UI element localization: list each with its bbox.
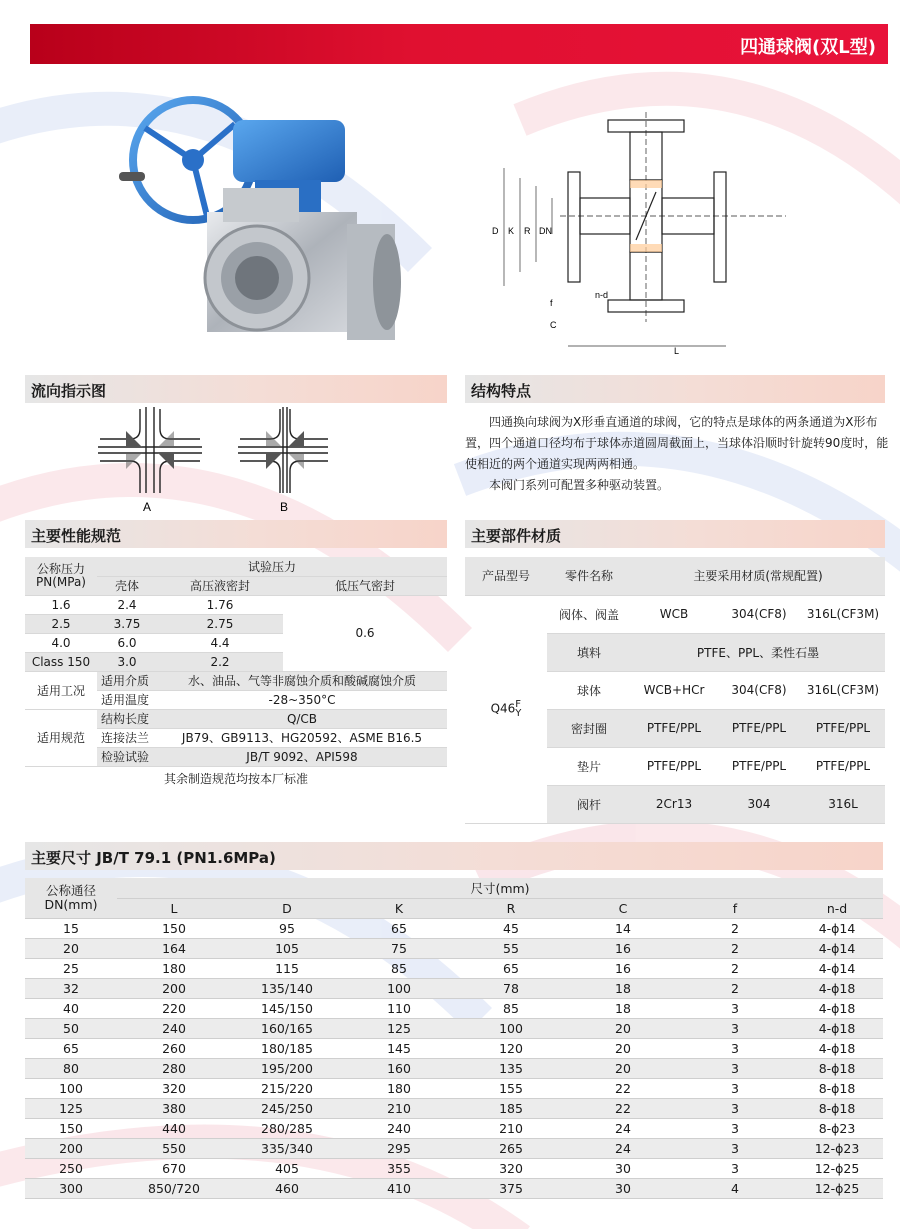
mat-cell: 316L(CF3M) bbox=[801, 671, 885, 709]
dims-col-header: f bbox=[679, 898, 791, 918]
page-title: 四通球阀(双L型) bbox=[30, 24, 888, 64]
mat-part: 密封圈 bbox=[547, 709, 631, 747]
flow-diagram bbox=[90, 405, 330, 517]
dims-dn-cell: 50 bbox=[25, 1018, 117, 1038]
perf-cond-label: 适用工况 bbox=[25, 671, 97, 709]
section-structure-head: 结构特点 bbox=[465, 375, 885, 403]
dims-cell: 30 bbox=[567, 1178, 679, 1198]
dims-cell: 65 bbox=[343, 918, 455, 938]
perf-header-nominal: 公称压力 PN(MPa) bbox=[25, 557, 97, 595]
dims-dn-cell: 80 bbox=[25, 1058, 117, 1078]
dims-cell: 8-ϕ18 bbox=[791, 1058, 883, 1078]
table-row bbox=[25, 1078, 883, 1098]
dims-dn-cell: 15 bbox=[25, 918, 117, 938]
mat-part: 阀杆 bbox=[547, 785, 631, 823]
mat-model bbox=[465, 595, 547, 823]
dims-cell: 155 bbox=[455, 1078, 567, 1098]
mat-cell: 304 bbox=[717, 785, 801, 823]
dims-cell: 100 bbox=[455, 1018, 567, 1038]
perf-cell: 3.75 bbox=[97, 614, 157, 633]
dims-cell: 280 bbox=[117, 1058, 231, 1078]
dims-cell: 12-ϕ25 bbox=[791, 1158, 883, 1178]
dims-cell: 120 bbox=[455, 1038, 567, 1058]
dims-cell: 240 bbox=[343, 1118, 455, 1138]
dims-header-dn: 公称通径 DN(mm) bbox=[25, 878, 117, 918]
dims-cell: 164 bbox=[117, 938, 231, 958]
mat-cell: WCB bbox=[631, 595, 717, 633]
dims-cell: 22 bbox=[567, 1078, 679, 1098]
dims-cell: 405 bbox=[231, 1158, 343, 1178]
table-row bbox=[25, 1138, 883, 1158]
perf-header-test: 试验压力 bbox=[97, 557, 447, 576]
mat-part: 垫片 bbox=[547, 747, 631, 785]
dims-cell: 260 bbox=[117, 1038, 231, 1058]
mat-cell: 304(CF8) bbox=[717, 595, 801, 633]
mat-cell: 2Cr13 bbox=[631, 785, 717, 823]
dims-cell: 16 bbox=[567, 958, 679, 978]
dims-dn-cell: 25 bbox=[25, 958, 117, 978]
dims-dn-cell: 20 bbox=[25, 938, 117, 958]
dims-cell: 150 bbox=[117, 918, 231, 938]
dims-cell: 8-ϕ18 bbox=[791, 1078, 883, 1098]
table-row bbox=[25, 978, 883, 998]
structure-paragraph: 本阀门系列可配置多种驱动装置。 bbox=[489, 478, 670, 492]
dims-cell: 180/185 bbox=[231, 1038, 343, 1058]
dims-cell: 185 bbox=[455, 1098, 567, 1118]
section-flow-head: 流向指示图 bbox=[25, 375, 447, 403]
perf-cell: 2.5 bbox=[25, 614, 97, 633]
dims-cell: 3 bbox=[679, 1098, 791, 1118]
dims-cell: 3 bbox=[679, 998, 791, 1018]
mat-cell: PTFE、PPL、柔性石墨 bbox=[631, 633, 885, 671]
drawing-label-dn: DN bbox=[539, 226, 552, 236]
perf-spec-label: 适用规范 bbox=[25, 709, 97, 766]
dims-cell: 78 bbox=[455, 978, 567, 998]
perf-cell: 4.0 bbox=[25, 633, 97, 652]
drawing-label-f: f bbox=[550, 298, 553, 308]
dims-cell: 55 bbox=[455, 938, 567, 958]
perf-cell: 1.76 bbox=[157, 595, 283, 614]
perf-temp-value: -28~350°C bbox=[157, 690, 447, 709]
materials-table bbox=[465, 557, 885, 824]
dims-cell: 4-ϕ18 bbox=[791, 1038, 883, 1058]
perf-test-value: JB/T 9092、API598 bbox=[157, 747, 447, 766]
table-row bbox=[25, 1098, 883, 1118]
section-dimensions-head: 主要尺寸 JB/T 79.1 (PN1.6MPa) bbox=[25, 842, 883, 870]
dims-cell: 75 bbox=[343, 938, 455, 958]
dims-cell: 4-ϕ18 bbox=[791, 1018, 883, 1038]
mat-cell: PTFE/PPL bbox=[717, 747, 801, 785]
perf-cell: 1.6 bbox=[25, 595, 97, 614]
drawing-label-nd: n-d bbox=[595, 290, 609, 300]
dims-cell: 850/720 bbox=[117, 1178, 231, 1198]
dims-cell: 180 bbox=[343, 1078, 455, 1098]
mat-header-material: 主要采用材质(常规配置) bbox=[631, 557, 885, 595]
dims-cell: 280/285 bbox=[231, 1118, 343, 1138]
dims-cell: 24 bbox=[567, 1138, 679, 1158]
dims-cell: 355 bbox=[343, 1158, 455, 1178]
dims-cell: 85 bbox=[455, 998, 567, 1018]
dims-cell: 410 bbox=[343, 1178, 455, 1198]
flow-label-b: B bbox=[280, 500, 289, 514]
dims-col-header: L bbox=[117, 898, 231, 918]
dims-cell: 3 bbox=[679, 1138, 791, 1158]
performance-table bbox=[25, 557, 447, 790]
dims-cell: 460 bbox=[231, 1178, 343, 1198]
perf-header-shell: 壳体 bbox=[97, 576, 157, 595]
dims-cell: 440 bbox=[117, 1118, 231, 1138]
dims-dn-cell: 40 bbox=[25, 998, 117, 1018]
dims-cell: 16 bbox=[567, 938, 679, 958]
mat-cell: 316L bbox=[801, 785, 885, 823]
structure-text bbox=[465, 412, 890, 496]
table-row bbox=[25, 938, 883, 958]
dims-dn-cell: 300 bbox=[25, 1178, 117, 1198]
dims-cell: 295 bbox=[343, 1138, 455, 1158]
perf-header-lp: 低压气密封 bbox=[283, 576, 447, 595]
perf-flange-value: JB79、GB9113、HG20592、ASME B16.5 bbox=[157, 728, 447, 747]
table-row bbox=[25, 1178, 883, 1198]
dims-cell: 320 bbox=[117, 1078, 231, 1098]
dims-cell: 3 bbox=[679, 1038, 791, 1058]
dims-cell: 4-ϕ14 bbox=[791, 958, 883, 978]
drawing-label-l: L bbox=[674, 346, 680, 356]
perf-length-label: 结构长度 bbox=[97, 709, 157, 728]
dims-cell: 4-ϕ14 bbox=[791, 918, 883, 938]
mat-model-sub: Y bbox=[515, 708, 522, 719]
dims-cell: 2 bbox=[679, 958, 791, 978]
dims-cell: 3 bbox=[679, 1158, 791, 1178]
dims-cell: 3 bbox=[679, 1058, 791, 1078]
dims-cell: 8-ϕ23 bbox=[791, 1118, 883, 1138]
dims-col-header: K bbox=[343, 898, 455, 918]
table-row bbox=[25, 1158, 883, 1178]
dimensions-table bbox=[25, 878, 883, 1199]
dims-cell: 3 bbox=[679, 1118, 791, 1138]
dims-cell: 265 bbox=[455, 1138, 567, 1158]
mat-cell: PTFE/PPL bbox=[801, 747, 885, 785]
perf-medium-label: 适用介质 bbox=[97, 671, 157, 690]
flow-label-a: A bbox=[143, 500, 152, 514]
dims-cell: 12-ϕ25 bbox=[791, 1178, 883, 1198]
dims-cell: 4-ϕ18 bbox=[791, 978, 883, 998]
dims-cell: 3 bbox=[679, 1078, 791, 1098]
perf-cell: 4.4 bbox=[157, 633, 283, 652]
dims-dn-cell: 125 bbox=[25, 1098, 117, 1118]
dims-cell: 135 bbox=[455, 1058, 567, 1078]
perf-flange-label: 连接法兰 bbox=[97, 728, 157, 747]
dims-cell: 220 bbox=[117, 998, 231, 1018]
dims-cell: 215/220 bbox=[231, 1078, 343, 1098]
dims-dn-cell: 250 bbox=[25, 1158, 117, 1178]
table-row bbox=[25, 918, 883, 938]
dims-cell: 85 bbox=[343, 958, 455, 978]
dimension-drawing bbox=[490, 110, 800, 372]
dims-cell: 135/140 bbox=[231, 978, 343, 998]
mat-header-part: 零件名称 bbox=[547, 557, 631, 595]
drawing-label-k: K bbox=[508, 226, 515, 236]
mat-part: 阀体、阀盖 bbox=[547, 595, 631, 633]
mat-header-model: 产品型号 bbox=[465, 557, 547, 595]
perf-length-value: Q/CB bbox=[157, 709, 447, 728]
drawing-label-d: D bbox=[492, 226, 499, 236]
dims-cell: 380 bbox=[117, 1098, 231, 1118]
dims-cell: 670 bbox=[117, 1158, 231, 1178]
dims-cell: 4 bbox=[679, 1178, 791, 1198]
dims-cell: 20 bbox=[567, 1038, 679, 1058]
dims-cell: 110 bbox=[343, 998, 455, 1018]
dims-cell: 210 bbox=[343, 1098, 455, 1118]
mat-cell: 316L(CF3M) bbox=[801, 595, 885, 633]
mat-cell: PTFE/PPL bbox=[631, 709, 717, 747]
dims-cell: 125 bbox=[343, 1018, 455, 1038]
dims-cell: 65 bbox=[455, 958, 567, 978]
perf-cell: Class 150 bbox=[25, 652, 97, 671]
dims-cell: 200 bbox=[117, 978, 231, 998]
mat-cell: 304(CF8) bbox=[717, 671, 801, 709]
dims-cell: 145/150 bbox=[231, 998, 343, 1018]
perf-cell: 2.75 bbox=[157, 614, 283, 633]
table-row bbox=[25, 998, 883, 1018]
dims-cell: 2 bbox=[679, 918, 791, 938]
drawing-label-r: R bbox=[524, 226, 531, 236]
dims-dn-cell: 100 bbox=[25, 1078, 117, 1098]
perf-temp-label: 适用温度 bbox=[97, 690, 157, 709]
perf-cell: 6.0 bbox=[97, 633, 157, 652]
dims-cell: 22 bbox=[567, 1098, 679, 1118]
dims-cell: 210 bbox=[455, 1118, 567, 1138]
dims-cell: 2 bbox=[679, 938, 791, 958]
dims-dn-cell: 65 bbox=[25, 1038, 117, 1058]
section-materials-head: 主要部件材质 bbox=[465, 520, 885, 548]
dims-cell: 180 bbox=[117, 958, 231, 978]
dims-cell: 335/340 bbox=[231, 1138, 343, 1158]
dims-cell: 4-ϕ14 bbox=[791, 938, 883, 958]
perf-cell: 2.4 bbox=[97, 595, 157, 614]
perf-header-hp: 高压液密封 bbox=[157, 576, 283, 595]
dims-cell: 245/250 bbox=[231, 1098, 343, 1118]
dims-cell: 4-ϕ18 bbox=[791, 998, 883, 1018]
perf-test-label: 检验试验 bbox=[97, 747, 157, 766]
perf-cell: 2.2 bbox=[157, 652, 283, 671]
drawing-label-c: C bbox=[550, 320, 557, 330]
dims-cell: 20 bbox=[567, 1058, 679, 1078]
dims-cell: 105 bbox=[231, 938, 343, 958]
perf-cell: 3.0 bbox=[97, 652, 157, 671]
section-performance-head: 主要性能规范 bbox=[25, 520, 447, 548]
dims-dn-cell: 32 bbox=[25, 978, 117, 998]
dims-col-header: C bbox=[567, 898, 679, 918]
dims-cell: 30 bbox=[567, 1158, 679, 1178]
mat-cell: PTFE/PPL bbox=[801, 709, 885, 747]
dims-cell: 195/200 bbox=[231, 1058, 343, 1078]
dims-cell: 20 bbox=[567, 1018, 679, 1038]
dims-header-size: 尺寸(mm) bbox=[117, 878, 883, 898]
table-row bbox=[25, 1058, 883, 1078]
dims-cell: 115 bbox=[231, 958, 343, 978]
mat-model-sup: F bbox=[515, 699, 522, 710]
dims-cell: 100 bbox=[343, 978, 455, 998]
dims-cell: 14 bbox=[567, 918, 679, 938]
dims-cell: 3 bbox=[679, 1018, 791, 1038]
structure-paragraph: 四通换向球阀为X形垂直通道的球阀，它的特点是球体的两条通道为X形布置，四个通道口径均布于球体赤道圆周截面上，当球体沿顺时针旋转90度时，能使相近的两个通道实现两两相通。 bbox=[465, 415, 889, 471]
table-row bbox=[25, 958, 883, 978]
perf-lp-value: 0.6 bbox=[283, 595, 447, 671]
valve-photo bbox=[115, 88, 405, 353]
dims-cell: 320 bbox=[455, 1158, 567, 1178]
perf-medium-value: 水、油品、气等非腐蚀介质和酸碱腐蚀介质 bbox=[157, 671, 447, 690]
dims-dn-cell: 200 bbox=[25, 1138, 117, 1158]
mat-part: 球体 bbox=[547, 671, 631, 709]
dims-cell: 95 bbox=[231, 918, 343, 938]
table-row bbox=[25, 1038, 883, 1058]
dims-cell: 12-ϕ23 bbox=[791, 1138, 883, 1158]
dims-cell: 2 bbox=[679, 978, 791, 998]
dims-dn-cell: 150 bbox=[25, 1118, 117, 1138]
dims-cell: 160 bbox=[343, 1058, 455, 1078]
dims-cell: 240 bbox=[117, 1018, 231, 1038]
dims-cell: 375 bbox=[455, 1178, 567, 1198]
dims-cell: 8-ϕ18 bbox=[791, 1098, 883, 1118]
dims-col-header: R bbox=[455, 898, 567, 918]
dims-cell: 18 bbox=[567, 998, 679, 1018]
dims-cell: 18 bbox=[567, 978, 679, 998]
table-row bbox=[25, 1118, 883, 1138]
dims-cell: 145 bbox=[343, 1038, 455, 1058]
mat-cell: WCB+HCr bbox=[631, 671, 717, 709]
perf-footer: 其余制造规范均按本厂标准 bbox=[163, 771, 308, 786]
mat-cell: PTFE/PPL bbox=[631, 747, 717, 785]
dims-cell: 24 bbox=[567, 1118, 679, 1138]
mat-cell: PTFE/PPL bbox=[717, 709, 801, 747]
mat-part: 填料 bbox=[547, 633, 631, 671]
dims-cell: 550 bbox=[117, 1138, 231, 1158]
mat-model-base: Q46 bbox=[490, 701, 516, 716]
dims-cell: 160/165 bbox=[231, 1018, 343, 1038]
dims-col-header: n-d bbox=[791, 898, 883, 918]
table-row bbox=[25, 1018, 883, 1038]
dims-col-header: D bbox=[231, 898, 343, 918]
dims-cell: 45 bbox=[455, 918, 567, 938]
